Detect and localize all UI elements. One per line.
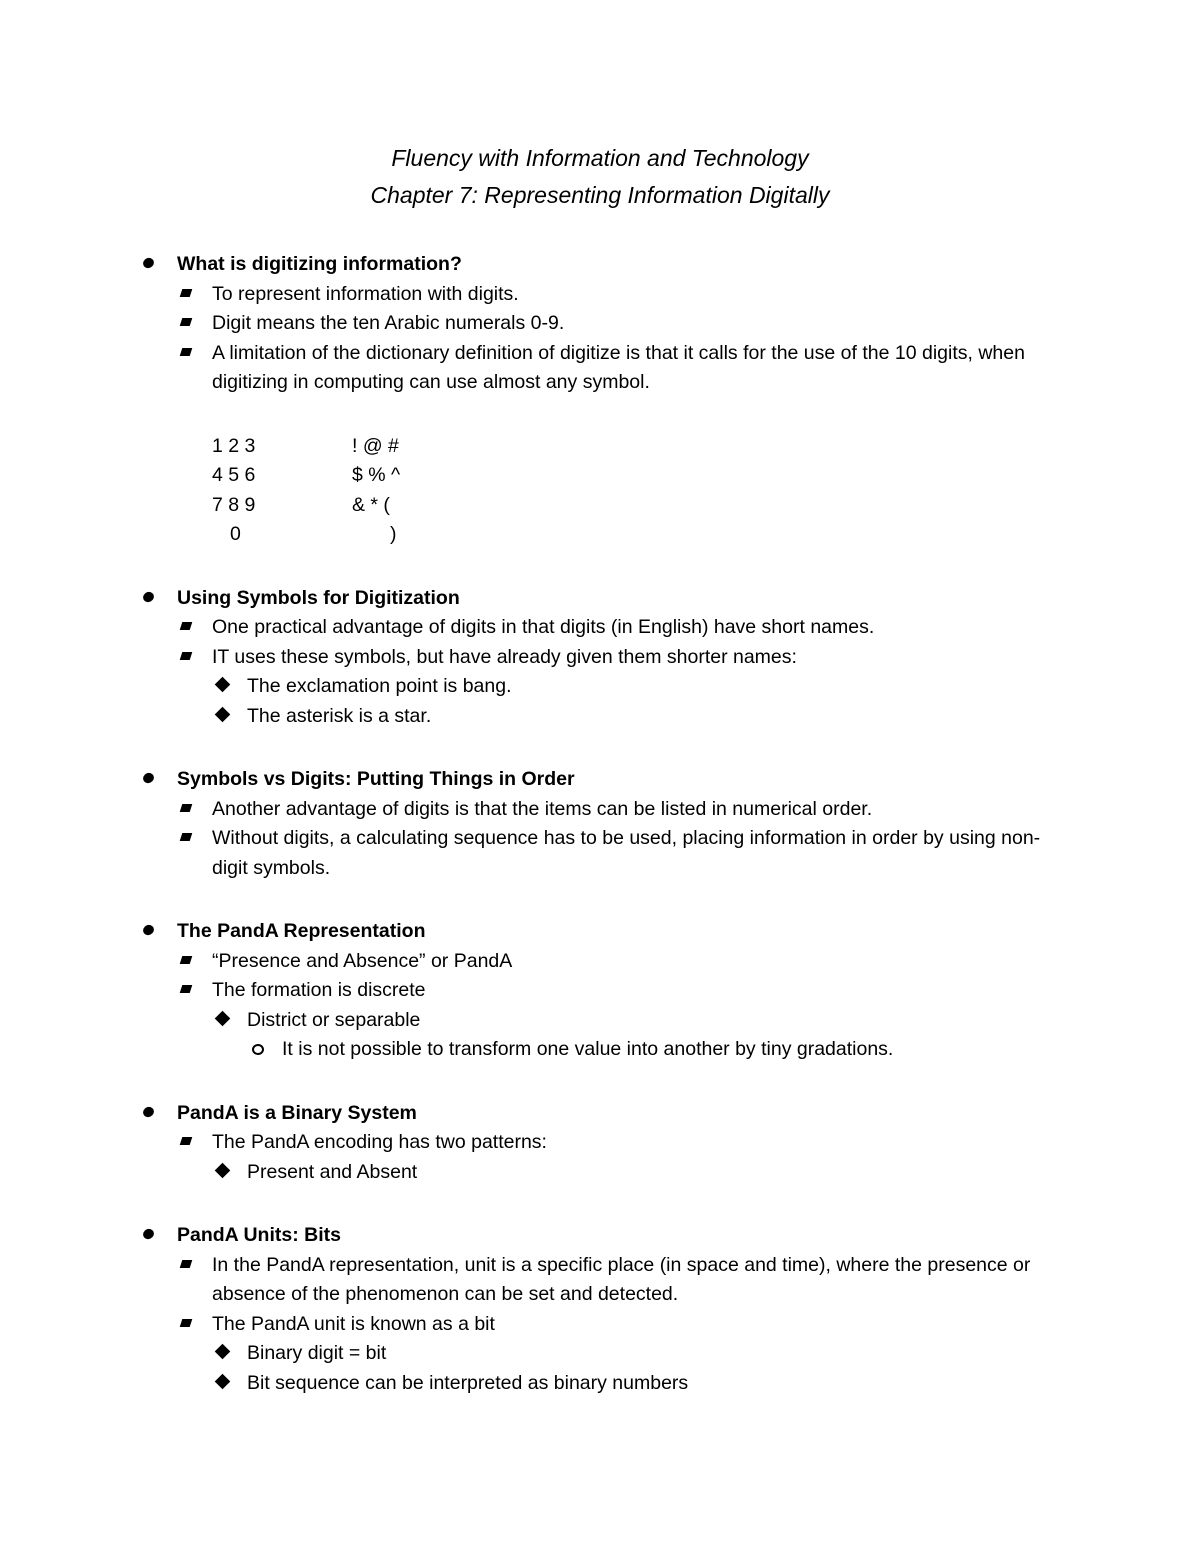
bullet-square-icon <box>180 956 193 964</box>
bullet-diamond-icon <box>215 1373 231 1389</box>
list-item <box>140 1128 1060 1158</box>
list-item <box>140 702 1060 732</box>
section-heading <box>140 584 1060 614</box>
list-item <box>140 339 1060 398</box>
bullet-dot-icon <box>141 1105 155 1119</box>
symbol-cell: ! @ # <box>352 434 399 457</box>
item-text: IT uses these symbols, but have already given them shorter names: <box>212 645 797 668</box>
bullet-diamond-icon <box>215 1010 231 1026</box>
item-text: Without digits, a calculating sequence has to be used, placing information in order by using non-digit symbols. <box>212 827 1041 879</box>
item-text: It is not possible to transform one value into another by tiny gradations. <box>282 1038 894 1060</box>
item-text: Present and Absent <box>247 1160 418 1183</box>
heading-text: What is digitizing information? <box>177 253 462 275</box>
item-text: The exclamation point is bang. <box>247 675 512 697</box>
list-item <box>140 1369 1060 1399</box>
bullet-square-icon <box>180 985 193 993</box>
bullet-dot-icon <box>141 590 155 604</box>
bullet-dot-icon <box>141 771 155 785</box>
bullet-square-icon <box>180 318 193 326</box>
item-text: Bit sequence can be interpreted as binary numbers <box>247 1371 689 1394</box>
digit-cell: 0 <box>230 523 241 545</box>
heading-text: Using Symbols for Digitization <box>177 586 460 609</box>
section-heading <box>140 917 1060 947</box>
heading-text: The PandA Representation <box>177 920 426 942</box>
item-text: Another advantage of digits is that the items can be listed in numerical order. <box>212 797 873 820</box>
bullet-square-icon <box>180 348 193 356</box>
heading-text: PandA Units: Bits <box>177 1224 341 1246</box>
symbol-row <box>212 520 1060 550</box>
heading-text: PandA is a Binary System <box>177 1101 417 1124</box>
item-text: The asterisk is a star. <box>247 704 432 727</box>
section-heading <box>140 1099 1060 1129</box>
section-symbols <box>140 584 1060 732</box>
section-order <box>140 765 1060 883</box>
bullet-diamond-icon <box>215 677 231 693</box>
symbol-row <box>212 491 1060 521</box>
list-item <box>140 672 1060 702</box>
list-item <box>140 643 1060 673</box>
digit-cell: 7 8 9 <box>212 493 256 516</box>
item-text: The formation is discrete <box>212 979 426 1001</box>
bullet-square-icon <box>180 804 193 812</box>
section-bits <box>140 1221 1060 1398</box>
item-text: The PandA encoding has two patterns: <box>212 1131 547 1153</box>
list-item <box>140 947 1060 977</box>
item-text: “Presence and Absence” or PandA <box>212 949 513 972</box>
section-binary <box>140 1099 1060 1188</box>
symbol-cell: $ % ^ <box>352 464 401 486</box>
list-item <box>140 1251 1060 1310</box>
item-text: To represent information with digits. <box>212 282 519 305</box>
digit-cell: 4 5 6 <box>212 464 256 486</box>
list-item <box>140 824 1060 883</box>
bullet-dot-icon <box>141 923 155 937</box>
item-text: Digit means the ten Arabic numerals 0-9. <box>212 312 565 334</box>
list-item <box>140 1158 1060 1188</box>
symbol-cell: & * ( <box>352 493 390 516</box>
symbol-table <box>212 432 1060 550</box>
item-text: In the PandA representation, unit is a specific place (in space and time), where the presence or absence of the phenomenon can be set and detected. <box>212 1253 1031 1305</box>
heading-text: Symbols vs Digits: Putting Things in Order <box>177 768 575 790</box>
bullet-dot-icon <box>141 256 155 270</box>
item-text: A limitation of the dictionary definition of digitize is that it calls for the use of the 10 digits, when digitizing in computing can use almost any symbol. <box>212 341 1025 393</box>
symbol-row <box>212 461 1060 491</box>
item-text: Binary digit = bit <box>247 1342 387 1364</box>
bullet-square-icon <box>180 1137 193 1145</box>
bullet-dot-icon <box>141 1227 155 1241</box>
list-item <box>140 613 1060 643</box>
item-text: District or separable <box>247 1008 421 1031</box>
item-text: The PandA unit is known as a bit <box>212 1312 495 1335</box>
section-digitizing <box>140 250 1060 550</box>
symbol-cell: ) <box>390 523 397 545</box>
section-heading <box>140 250 1060 280</box>
symbol-row <box>212 432 1060 462</box>
title-line-1: Fluency with Information and Technology <box>391 145 809 171</box>
digit-cell: 1 2 3 <box>212 434 256 457</box>
bullet-square-icon <box>180 622 193 630</box>
list-item <box>140 1006 1060 1036</box>
section-heading <box>140 1221 1060 1251</box>
bullet-square-icon <box>180 652 193 660</box>
bullet-diamond-icon <box>215 1344 231 1360</box>
section-panda <box>140 917 1060 1065</box>
document-title <box>0 140 1200 214</box>
bullet-square-icon <box>180 1260 193 1268</box>
title-line-2: Chapter 7: Representing Information Digitally <box>370 182 830 208</box>
list-item <box>140 795 1060 825</box>
bullet-square-icon <box>180 289 193 297</box>
item-text: One practical advantage of digits in that digits (in English) have short names. <box>212 616 875 638</box>
list-item <box>140 1339 1060 1369</box>
bullet-diamond-icon <box>215 1162 231 1178</box>
list-item <box>140 280 1060 310</box>
bullet-square-icon <box>180 833 193 841</box>
section-heading <box>140 765 1060 795</box>
bullet-square-icon <box>180 1319 193 1327</box>
outline-content <box>140 250 1060 1432</box>
list-item <box>140 1035 1060 1065</box>
list-item <box>140 309 1060 339</box>
bullet-circle-icon <box>252 1044 264 1055</box>
list-item <box>140 1310 1060 1340</box>
bullet-diamond-icon <box>215 706 231 722</box>
list-item <box>140 976 1060 1006</box>
